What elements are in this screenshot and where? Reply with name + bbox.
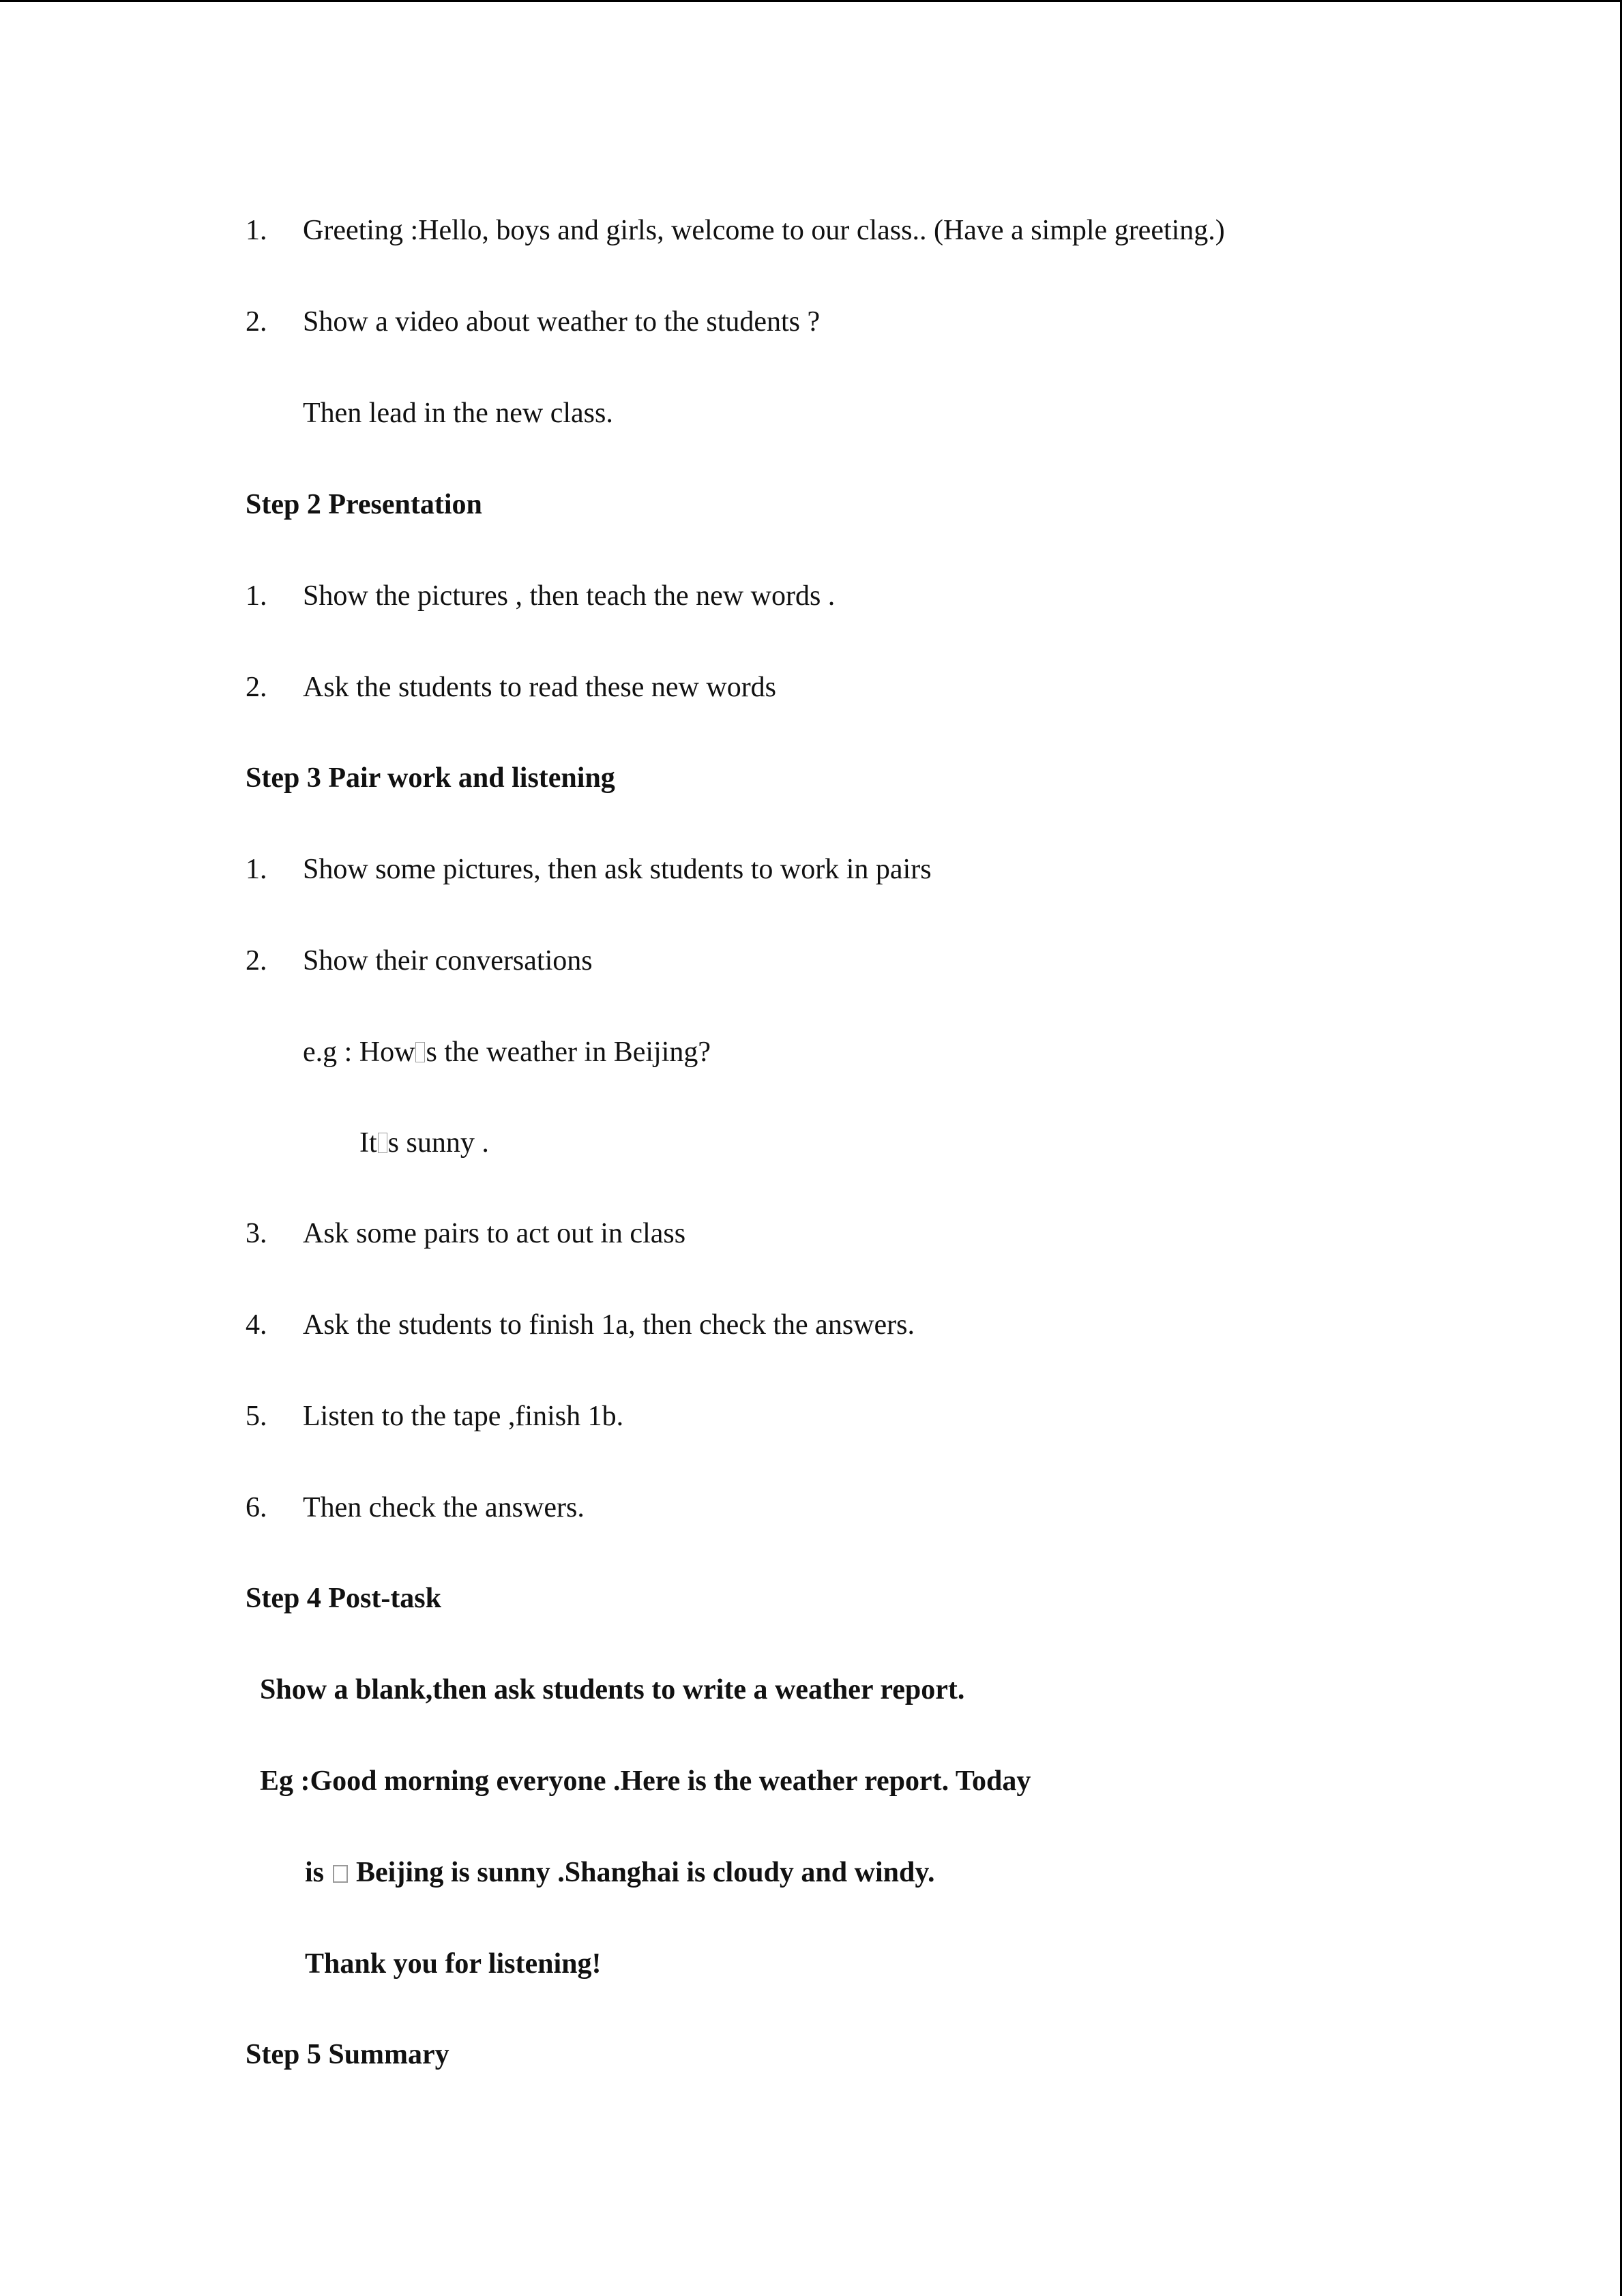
example-question-end: s the weather in Beijing? (426, 1037, 711, 1068)
example-answer (359, 1126, 489, 1160)
list-item-text: Greeting :Hello, boys and girls, welcome to our class.. (Have a simple greeting.) (303, 215, 1225, 246)
list-number: 1. (246, 215, 267, 246)
list-item-text: Show a video about weather to the students ? (303, 306, 821, 338)
list-item-text: Ask the students to read these new words (303, 672, 777, 703)
missing-glyph-box (378, 1133, 387, 1153)
weather-report-example-line2 (305, 1855, 935, 1890)
post-task-instruction: Show a blank,then ask students to write a weather report. (260, 1674, 965, 1705)
list-item-text: Show the pictures , then teach the new words . (303, 580, 836, 612)
section-heading-step5: Step 5 Summary (246, 2039, 449, 2070)
list-number: 5. (246, 1401, 267, 1432)
weather-report-example-line3: Thank you for listening! (305, 1948, 602, 1980)
section-heading-step3: Step 3 Pair work and listening (246, 762, 615, 794)
list-item-continuation: Then lead in the new class. (303, 398, 613, 429)
example-answer-start: It (359, 1127, 377, 1159)
list-number: 1. (246, 854, 267, 885)
weather-report-line2-start: is (305, 1857, 325, 1888)
list-number: 2. (246, 945, 267, 976)
weather-report-line2-end: Beijing is sunny .Shanghai is cloudy and windy. (356, 1857, 935, 1888)
missing-glyph-box (415, 1042, 425, 1062)
example-answer-end: s sunny . (387, 1127, 489, 1159)
section-heading-step4: Step 4 Post-task (246, 1583, 442, 1614)
list-item-text: Ask the students to finish 1a, then check the answers. (303, 1309, 915, 1341)
example-question-start: e.g : How (303, 1037, 415, 1068)
list-number: 4. (246, 1309, 267, 1341)
list-item-text: Listen to the tape ,finish 1b. (303, 1401, 624, 1432)
weather-report-example-line1: Eg :Good morning everyone .Here is the weather report. Today (260, 1765, 1031, 1797)
example-question (303, 1035, 711, 1069)
list-number: 2. (246, 306, 267, 338)
list-item-text: Ask some pairs to act out in class (303, 1218, 686, 1249)
list-number: 6. (246, 1492, 267, 1523)
list-number: 3. (246, 1218, 267, 1249)
section-heading-step2: Step 2 Presentation (246, 489, 482, 520)
list-item-text: Show their conversations (303, 945, 593, 976)
list-number: 1. (246, 580, 267, 612)
list-number: 2. (246, 672, 267, 703)
list-item-text: Show some pictures, then ask students to work in pairs (303, 854, 932, 885)
missing-glyph-box (333, 1865, 348, 1883)
list-item-text: Then check the answers. (303, 1492, 585, 1523)
